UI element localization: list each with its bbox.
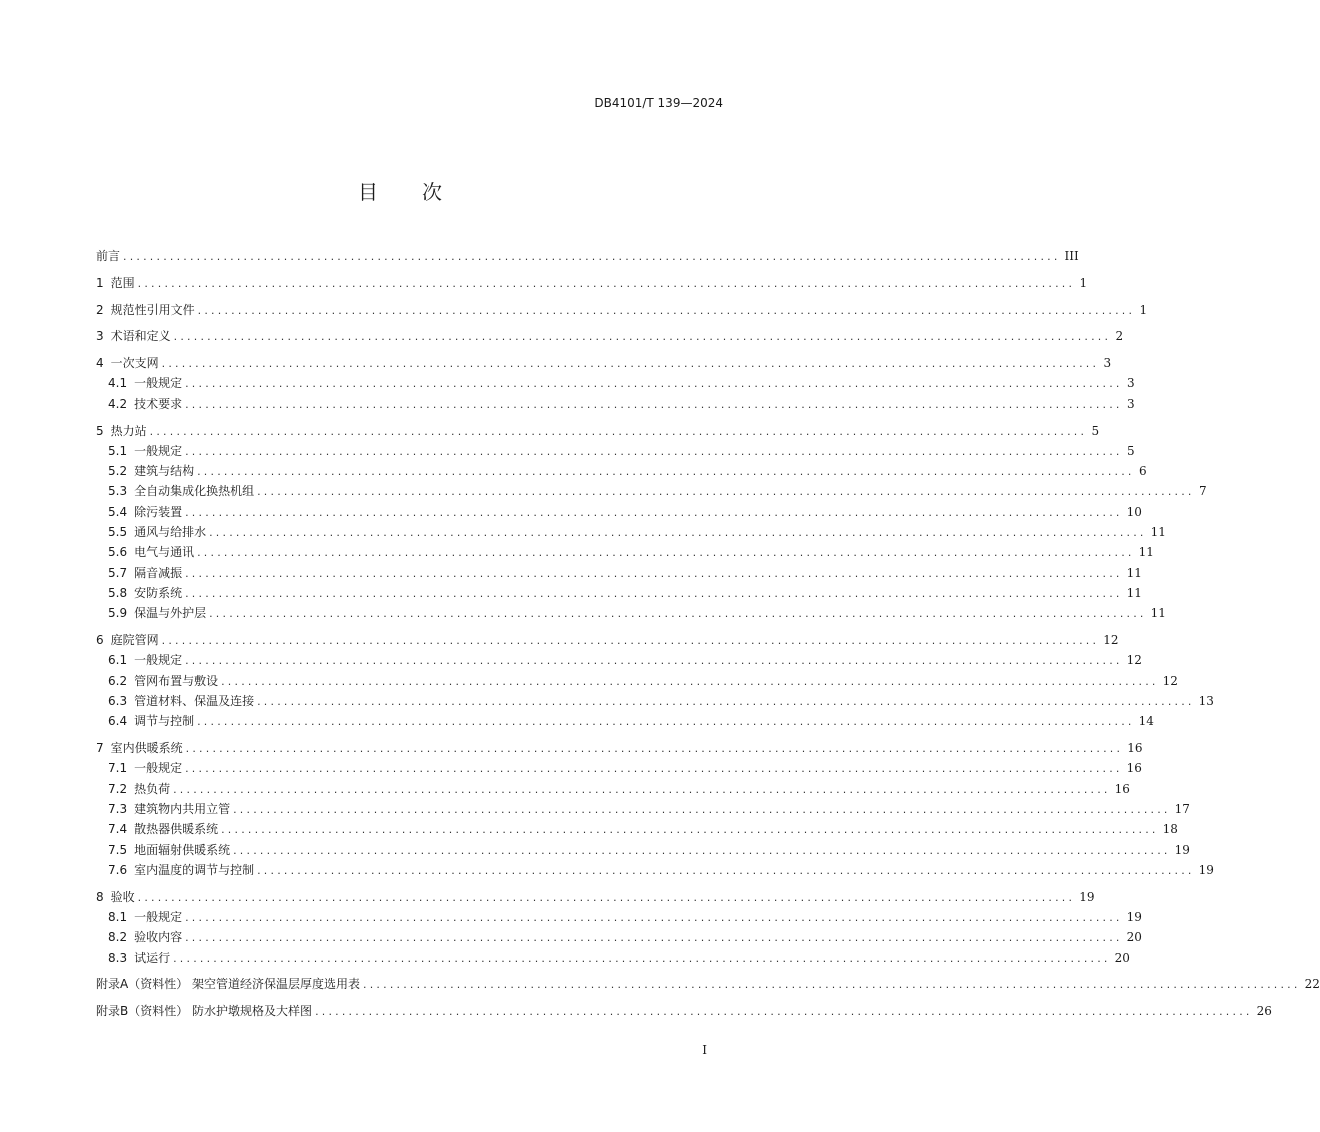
- toc-leader-dots: ............................................................................................................................................: [173, 330, 1112, 344]
- toc-entry-label: 隔音减振: [134, 565, 183, 580]
- toc-entry-page: 11: [1150, 606, 1166, 621]
- toc-entry-number: 8.3: [108, 950, 128, 965]
- toc-entry-label: 室内供暖系统: [110, 741, 183, 756]
- toc-entry-page: 14: [1138, 714, 1154, 729]
- toc-leader-dots: ............................................................................................................................................: [137, 890, 1076, 904]
- toc-entry-number: 2: [96, 302, 104, 317]
- toc-leader-dots: ............................................................................................................................................: [123, 250, 1061, 263]
- toc-entry-number: 7.3: [108, 801, 128, 816]
- toc-entry-number: 6.1: [108, 653, 128, 668]
- toc-entry-number: 5.5: [108, 525, 128, 540]
- toc-entry-page: 3: [1103, 356, 1112, 371]
- toc-leader-dots: ............................................................................................................................................: [233, 802, 1171, 816]
- toc-entry-label: 电气与通讯: [134, 545, 195, 560]
- toc-entry[interactable]: [96, 273, 1088, 293]
- toc-entry-label: 一般规定: [134, 653, 183, 668]
- toc-leader-dots: ............................................................................................................................................: [221, 674, 1159, 688]
- toc-entry-label: 建筑与结构: [134, 464, 195, 479]
- toc-subentry[interactable]: [96, 502, 1142, 522]
- toc-leader-dots: ............................................................................................................................................: [197, 715, 1135, 729]
- toc-entry-number: 4.2: [108, 396, 128, 411]
- toc-entry-label: 一般规定: [134, 443, 183, 458]
- toc-entry-page: 3: [1127, 396, 1135, 411]
- toc-entry-label: 前言: [96, 249, 121, 263]
- toc-leader-dots: ............................................................................................................................................: [173, 782, 1111, 796]
- toc-entry[interactable]: [96, 1001, 1272, 1021]
- toc-entry-label: 庭院管网: [110, 633, 159, 648]
- toc-entry-label: 地面辐射供暖系统: [134, 842, 231, 857]
- toc-entry[interactable]: [96, 887, 1095, 907]
- toc-subentry[interactable]: [96, 394, 1135, 414]
- toc-entry-page: 18: [1162, 822, 1178, 837]
- toc-subentry[interactable]: [96, 758, 1142, 778]
- toc-entry-page: 11: [1138, 545, 1154, 560]
- toc-entry-label: 热力站: [110, 423, 147, 438]
- toc-entry-page: 12: [1126, 653, 1142, 668]
- toc-leader-dots: ............................................................................................................................................: [197, 546, 1135, 560]
- toc-leader-dots: ............................................................................................................................................: [233, 843, 1171, 857]
- title-char-2: 次: [422, 180, 442, 204]
- toc-entry-label: 安防系统: [134, 585, 183, 600]
- toc-entry-label: 规范性引用文件: [110, 302, 195, 317]
- toc-subentry[interactable]: [96, 441, 1135, 461]
- toc-subentry[interactable]: [96, 819, 1178, 839]
- toc-entry-page: 3: [1127, 376, 1135, 391]
- toc-entry-label: 一次支网: [110, 356, 159, 371]
- toc-entry-number: 7: [96, 741, 104, 756]
- title-char-1: 目: [358, 180, 378, 204]
- toc-leader-dots: ............................................................................................................................................: [185, 742, 1124, 756]
- toc-subentry[interactable]: [96, 461, 1147, 481]
- toc-entry[interactable]: [96, 738, 1143, 758]
- toc-entry-number: 7.4: [108, 822, 128, 837]
- toc-entry-number: 5.4: [108, 504, 128, 519]
- toc-leader-dots: ............................................................................................................................................: [209, 607, 1147, 621]
- toc-subentry[interactable]: [96, 799, 1190, 819]
- toc-entry-label: 调节与控制: [134, 714, 195, 729]
- toc-entry-number: 4: [96, 356, 104, 371]
- toc-subentry[interactable]: [96, 650, 1142, 670]
- toc-leader-dots: ............................................................................................................................................: [137, 276, 1076, 290]
- toc-entry-page: 2: [1115, 329, 1124, 344]
- toc-entry-page: 11: [1150, 525, 1166, 540]
- toc-entry-number: 6.3: [108, 693, 128, 708]
- toc-entry-page: 10: [1126, 504, 1142, 519]
- toc-entry-label: 通风与给排水: [134, 525, 207, 540]
- toc-entry-number: 7.6: [108, 862, 128, 877]
- toc-entry-label: 范围: [110, 275, 135, 290]
- toc-entry-number: 3: [96, 329, 104, 344]
- toc-entry-number: 4.1: [108, 376, 128, 391]
- toc-entry-label: 附录B（资料性） 防水护墩规格及大样图: [96, 1004, 313, 1019]
- toc-subentry[interactable]: [96, 691, 1214, 711]
- toc-entry-label: 室内温度的调节与控制: [134, 862, 255, 877]
- toc-leader-dots: ............................................................................................................................................: [257, 694, 1195, 708]
- toc-entry[interactable]: [96, 326, 1124, 346]
- toc-entry-label: 散热器供暖系统: [134, 822, 219, 837]
- toc-entry-number: 6: [96, 633, 104, 648]
- toc-subentry[interactable]: [96, 948, 1130, 968]
- toc-entry-page: 16: [1126, 761, 1142, 776]
- toc-entry-page: 19: [1174, 842, 1190, 857]
- toc-entry-number: 5: [96, 423, 104, 438]
- toc-entry-number: 8.2: [108, 930, 128, 945]
- toc-entry-label: 管道材料、保温及连接: [134, 693, 255, 708]
- toc-entry-page: 19: [1198, 862, 1214, 877]
- toc-entry[interactable]: [96, 630, 1119, 650]
- toc-leader-dots: ............................................................................................................................................: [185, 397, 1123, 411]
- toc-subentry[interactable]: [96, 840, 1190, 860]
- toc-leader-dots: ............................................................................................................................................: [161, 357, 1100, 371]
- toc-leader-dots: ............................................................................................................................................: [185, 762, 1123, 776]
- toc-subentry[interactable]: [96, 373, 1135, 393]
- toc-entry-number: 7.5: [108, 842, 128, 857]
- toc-leader-dots: ............................................................................................................................................: [257, 485, 1195, 499]
- toc-entry-number: 5.6: [108, 545, 128, 560]
- toc-leader-dots: ............................................................................................................................................: [315, 1005, 1253, 1019]
- toc-entry-number: 6.4: [108, 714, 128, 729]
- toc-subentry[interactable]: [96, 481, 1207, 501]
- toc-entry-page: 7: [1199, 484, 1207, 499]
- toc-entry-label: 除污装置: [134, 504, 183, 519]
- toc-entry-number: 7.1: [108, 761, 128, 776]
- toc-leader-dots: ............................................................................................................................................: [161, 634, 1100, 648]
- toc-entry-label: 保温与外护层: [134, 606, 207, 621]
- toc-leader-dots: ............................................................................................................................................: [149, 424, 1088, 438]
- toc-entry-number: 6.2: [108, 673, 128, 688]
- toc-entry-label: 一般规定: [134, 909, 183, 924]
- toc-entry-label: 一般规定: [134, 761, 183, 776]
- toc-entry-label: 热负荷: [134, 781, 171, 796]
- toc-entry-page: 16: [1127, 741, 1143, 756]
- toc-entry-number: 8: [96, 889, 104, 904]
- toc-entry-number: 5.3: [108, 484, 128, 499]
- toc-entry-label: 全自动集成化换热机组: [134, 484, 255, 499]
- toc-leader-dots: ............................................................................................................................................: [185, 910, 1123, 924]
- toc-entry-page: 20: [1114, 950, 1130, 965]
- toc-entry-page: 17: [1174, 801, 1190, 816]
- toc-leader-dots: ............................................................................................................................................: [197, 303, 1136, 317]
- toc-entry-number: 5.2: [108, 464, 128, 479]
- toc-entry-page: 11: [1126, 585, 1142, 600]
- toc-entry-page: 19: [1079, 889, 1095, 904]
- toc-subentry[interactable]: [96, 542, 1154, 562]
- toc-entry[interactable]: [96, 974, 1320, 994]
- toc-leader-dots: ............................................................................................................................................: [221, 823, 1159, 837]
- toc-leader-dots: ............................................................................................................................................: [185, 505, 1123, 519]
- document-code: DB4101/T 139—2024: [594, 96, 723, 110]
- table-of-contents: [96, 246, 1320, 1021]
- toc-leader-dots: ............................................................................................................................................: [185, 931, 1123, 945]
- toc-entry-page: 12: [1103, 633, 1119, 648]
- toc-leader-dots: ............................................................................................................................................: [363, 978, 1301, 992]
- toc-entry[interactable]: [96, 300, 1148, 320]
- toc-leader-dots: ............................................................................................................................................: [185, 586, 1123, 600]
- page-title: [0, 176, 800, 205]
- toc-entry-label: 技术要求: [134, 396, 183, 411]
- toc-entry-label: 建筑物内共用立管: [134, 801, 231, 816]
- toc-entry-page: 19: [1126, 909, 1142, 924]
- toc-leader-dots: ............................................................................................................................................: [173, 951, 1111, 965]
- toc-subentry[interactable]: [96, 927, 1142, 947]
- toc-subentry[interactable]: [96, 522, 1166, 542]
- toc-leader-dots: ............................................................................................................................................: [185, 444, 1123, 458]
- toc-leader-dots: ............................................................................................................................................: [197, 465, 1135, 479]
- toc-entry-page: 12: [1162, 673, 1178, 688]
- toc-entry[interactable]: [96, 421, 1100, 441]
- toc-entry-number: 5.1: [108, 443, 128, 458]
- toc-entry-number: 5.8: [108, 585, 128, 600]
- toc-subentry[interactable]: [96, 583, 1142, 603]
- page-number: I: [702, 1043, 707, 1057]
- toc-entry-page: 22: [1304, 977, 1320, 992]
- toc-subentry[interactable]: [96, 779, 1130, 799]
- toc-entry-number: 5.7: [108, 565, 128, 580]
- toc-leader-dots: ............................................................................................................................................: [185, 566, 1123, 580]
- toc-entry-number: 8.1: [108, 909, 128, 924]
- toc-entry-number: 7.2: [108, 781, 128, 796]
- toc-entry-label: 验收内容: [134, 930, 183, 945]
- toc-entry-label: 试运行: [134, 950, 171, 965]
- toc-entry-page: 20: [1126, 930, 1142, 945]
- toc-entry-page: 13: [1198, 693, 1214, 708]
- toc-entry-label: 管网布置与敷设: [134, 673, 219, 688]
- toc-entry-label: 一般规定: [134, 376, 183, 391]
- toc-entry-page: 6: [1139, 464, 1147, 479]
- toc-subentry[interactable]: [96, 671, 1178, 691]
- toc-subentry[interactable]: [96, 563, 1142, 583]
- toc-entry-page: 11: [1126, 565, 1142, 580]
- toc-entry-page: 5: [1127, 443, 1135, 458]
- toc-entry-page: 26: [1256, 1004, 1272, 1019]
- toc-entry-page: III: [1064, 249, 1079, 263]
- toc-subentry[interactable]: [96, 907, 1142, 927]
- toc-leader-dots: ............................................................................................................................................: [257, 863, 1195, 877]
- toc-entry-number: 1: [96, 275, 104, 290]
- toc-leader-dots: ............................................................................................................................................: [185, 377, 1123, 391]
- toc-entry-page: 5: [1091, 423, 1100, 438]
- toc-entry-label: 附录A（资料性） 架空管道经济保温层厚度选用表: [96, 977, 361, 992]
- toc-entry-page: 1: [1139, 302, 1148, 317]
- toc-entry-label: 验收: [110, 889, 135, 904]
- toc-leader-dots: ............................................................................................................................................: [209, 526, 1147, 540]
- toc-subentry[interactable]: [96, 860, 1214, 880]
- toc-leader-dots: ............................................................................................................................................: [185, 654, 1123, 668]
- toc-entry-number: 5.9: [108, 606, 128, 621]
- toc-subentry[interactable]: [96, 603, 1166, 623]
- toc-entry-page: 1: [1079, 275, 1088, 290]
- toc-entry[interactable]: [96, 353, 1112, 373]
- toc-entry-label: 术语和定义: [110, 329, 171, 344]
- toc-entry[interactable]: [96, 246, 1079, 266]
- toc-subentry[interactable]: [96, 711, 1154, 731]
- toc-entry-page: 16: [1114, 781, 1130, 796]
